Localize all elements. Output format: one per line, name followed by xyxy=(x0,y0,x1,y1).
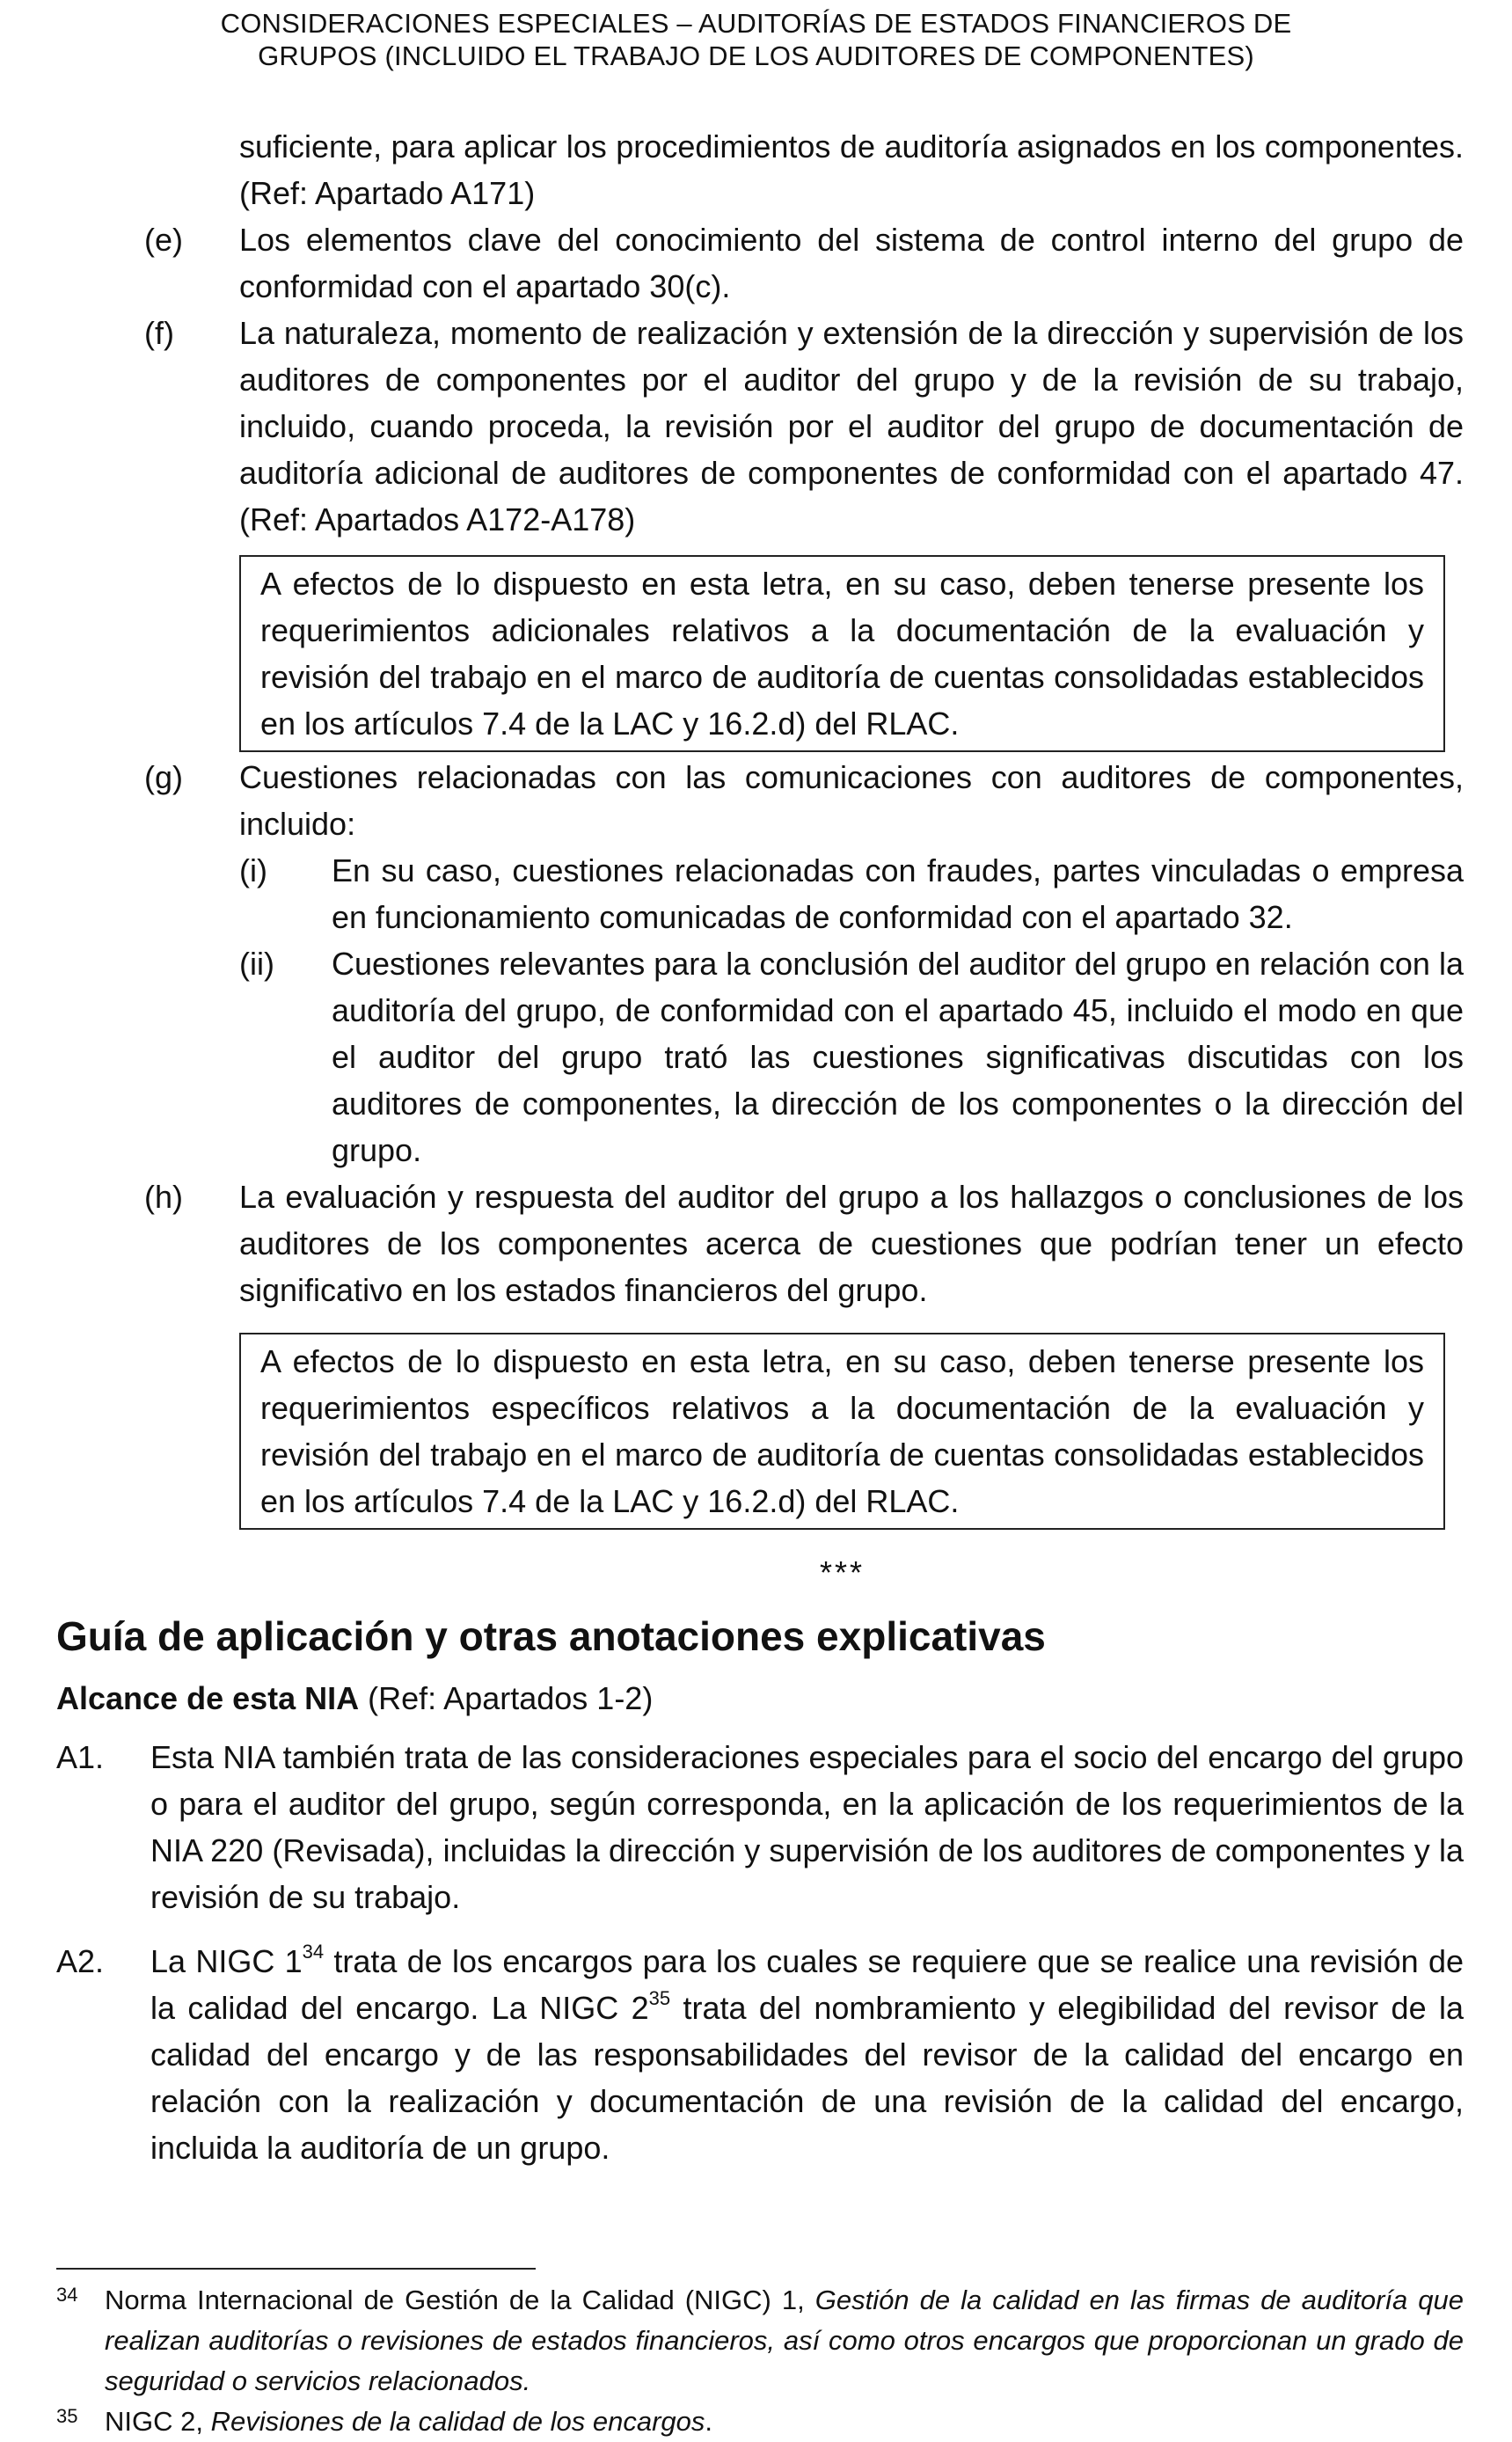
section-title-bold: Alcance de esta NIA xyxy=(56,1680,360,1716)
footnote-divider xyxy=(56,2268,536,2270)
paragraph-a1-label: A1. xyxy=(56,1739,105,1775)
item-d-continuation-text: suficiente, para aplicar los procedimientos de auditoría asignados en los componentes. (Ref: Apartado A171) xyxy=(239,128,1464,211)
footnote-ref-35[interactable]: 35 xyxy=(648,1987,671,2009)
section-title xyxy=(56,1675,1464,1722)
paragraph-a2-part1: La NIGC 1 xyxy=(150,1943,303,1979)
footnote-35-tail: . xyxy=(705,2406,713,2437)
footnote-35-plain: NIGC 2, xyxy=(105,2406,211,2437)
page-content xyxy=(56,123,1464,2171)
footnote-34 xyxy=(56,2280,1464,2402)
item-g xyxy=(56,754,1464,847)
item-d-continuation xyxy=(56,123,1464,216)
item-e-text: Los elementos clave del conocimiento del sistema de control interno del grupo de conformidad con el apartado 30(c). xyxy=(239,222,1464,304)
section-title-ref: (Ref: Apartados 1-2) xyxy=(359,1680,654,1716)
footnote-34-italic: Gestión de la calidad en las firmas de auditoría que realizan auditorías o revisiones de estados financieros, así como otros encargos que proporcionan un grado de seguridad o servicios relacionados. xyxy=(105,2285,1464,2396)
footnote-35-italic: Revisiones de la calidad de los encargos xyxy=(210,2406,705,2437)
subitem-g-i xyxy=(56,847,1464,940)
note-box-f-text: A efectos de lo dispuesto en esta letra, en su caso, deben tenerse presente los requerimientos adicionales relativos a la documentación de la evaluación y revisión del trabajo en el marco de auditoría de cuentas consolidadas establecidos en los artículos 7.4 de la LAC y 16.2.d) del RLAC. xyxy=(260,566,1424,742)
subitem-g-i-text: En su caso, cuestiones relacionadas con fraudes, partes vinculadas o empresa en funcionamiento comunicadas de conformidad con el apartado 32. xyxy=(332,852,1464,935)
item-e-label: (e) xyxy=(144,222,183,258)
paragraph-a2 xyxy=(56,1938,1464,2171)
footnote-34-number: 34 xyxy=(56,2284,78,2306)
item-f xyxy=(56,310,1464,543)
subitem-g-i-label: (i) xyxy=(239,852,267,888)
footnote-ref-34[interactable]: 34 xyxy=(302,1941,325,1963)
item-h-label: (h) xyxy=(144,1179,183,1215)
paragraph-a2-label: A2. xyxy=(56,1943,105,1979)
footnote-34-plain: Norma Internacional de Gestión de la Calidad (NIGC) 1, xyxy=(105,2285,815,2315)
footnotes xyxy=(56,2280,1464,2442)
page-header xyxy=(0,7,1512,72)
item-h-text: La evaluación y respuesta del auditor del grupo a los hallazgos o conclusiones de los auditores de los componentes acerca de cuestiones que podrían tener un efecto significativo en los estados financieros del grupo. xyxy=(239,1179,1464,1308)
note-box-f xyxy=(239,555,1445,752)
guide-title: Guía de aplicación y otras anotaciones explicativas xyxy=(56,1613,1046,1659)
item-g-label: (g) xyxy=(144,759,183,795)
paragraph-a1-text: Esta NIA también trata de las consideraciones especiales para el socio del encargo del grupo o para el auditor del grupo, según corresponda, en la aplicación de los requerimientos de la NIA 220 (Revisada), incluidas la dirección y supervisión de los auditores de componentes y la revisión de su trabajo. xyxy=(150,1739,1464,1915)
section-separator: *** xyxy=(819,1554,866,1590)
item-f-text: La naturaleza, momento de realización y extensión de la dirección y supervisión de los auditores de componentes por el auditor del grupo y de la revisión de su trabajo, incluido, cuando proceda, la revisión por el auditor del grupo de documentación de auditoría adicional de auditores de componentes de conformidad con el apartado 47. (Ref: Apartados A172-A178) xyxy=(239,315,1464,537)
item-g-text: Cuestiones relacionadas con las comunicaciones con auditores de componentes, incluido: xyxy=(239,759,1464,842)
header-line-2: GRUPOS (INCLUIDO EL TRABAJO DE LOS AUDITORES DE COMPONENTES) xyxy=(258,40,1254,71)
footnote-35-number: 35 xyxy=(56,2405,78,2427)
subitem-g-ii xyxy=(56,940,1464,1173)
paragraph-a2-part3: trata del nombramiento y elegibilidad del revisor de la calidad del encargo y de las responsabilidades del revisor de la calidad del encargo en relación con la realización y documentación de una revisión de la calidad del encargo, incluida la auditoría de un grupo. xyxy=(150,1990,1464,2166)
item-f-label: (f) xyxy=(144,315,174,351)
paragraph-a2-part2: trata de los encargos para los cuales se requiere que se realice una revisión de la calidad del encargo. La NIGC 2 xyxy=(150,1943,1464,2026)
subitem-g-ii-text: Cuestiones relevantes para la conclusión del auditor del grupo en relación con la auditoría del grupo, de conformidad con el apartado 45, incluido el modo en que el auditor del grupo trató las cuestiones significativas discutidas con los auditores de componentes, la dirección de los componentes o la dirección del grupo. xyxy=(332,946,1464,1168)
item-h xyxy=(56,1173,1464,1313)
header-line-1: CONSIDERACIONES ESPECIALES – AUDITORÍAS DE ESTADOS FINANCIEROS DE xyxy=(220,8,1292,39)
footnote-35 xyxy=(56,2402,1464,2442)
subitem-g-ii-label: (ii) xyxy=(239,946,274,982)
item-e xyxy=(56,216,1464,310)
note-box-h-text: A efectos de lo dispuesto en esta letra, en su caso, deben tenerse presente los requerimientos específicos relativos a la documentación de la evaluación y revisión del trabajo en el marco de auditoría de cuentas consolidadas establecidos en los artículos 7.4 de la LAC y 16.2.d) del RLAC. xyxy=(260,1343,1424,1519)
note-box-h xyxy=(239,1333,1445,1530)
paragraph-a1 xyxy=(56,1734,1464,1920)
